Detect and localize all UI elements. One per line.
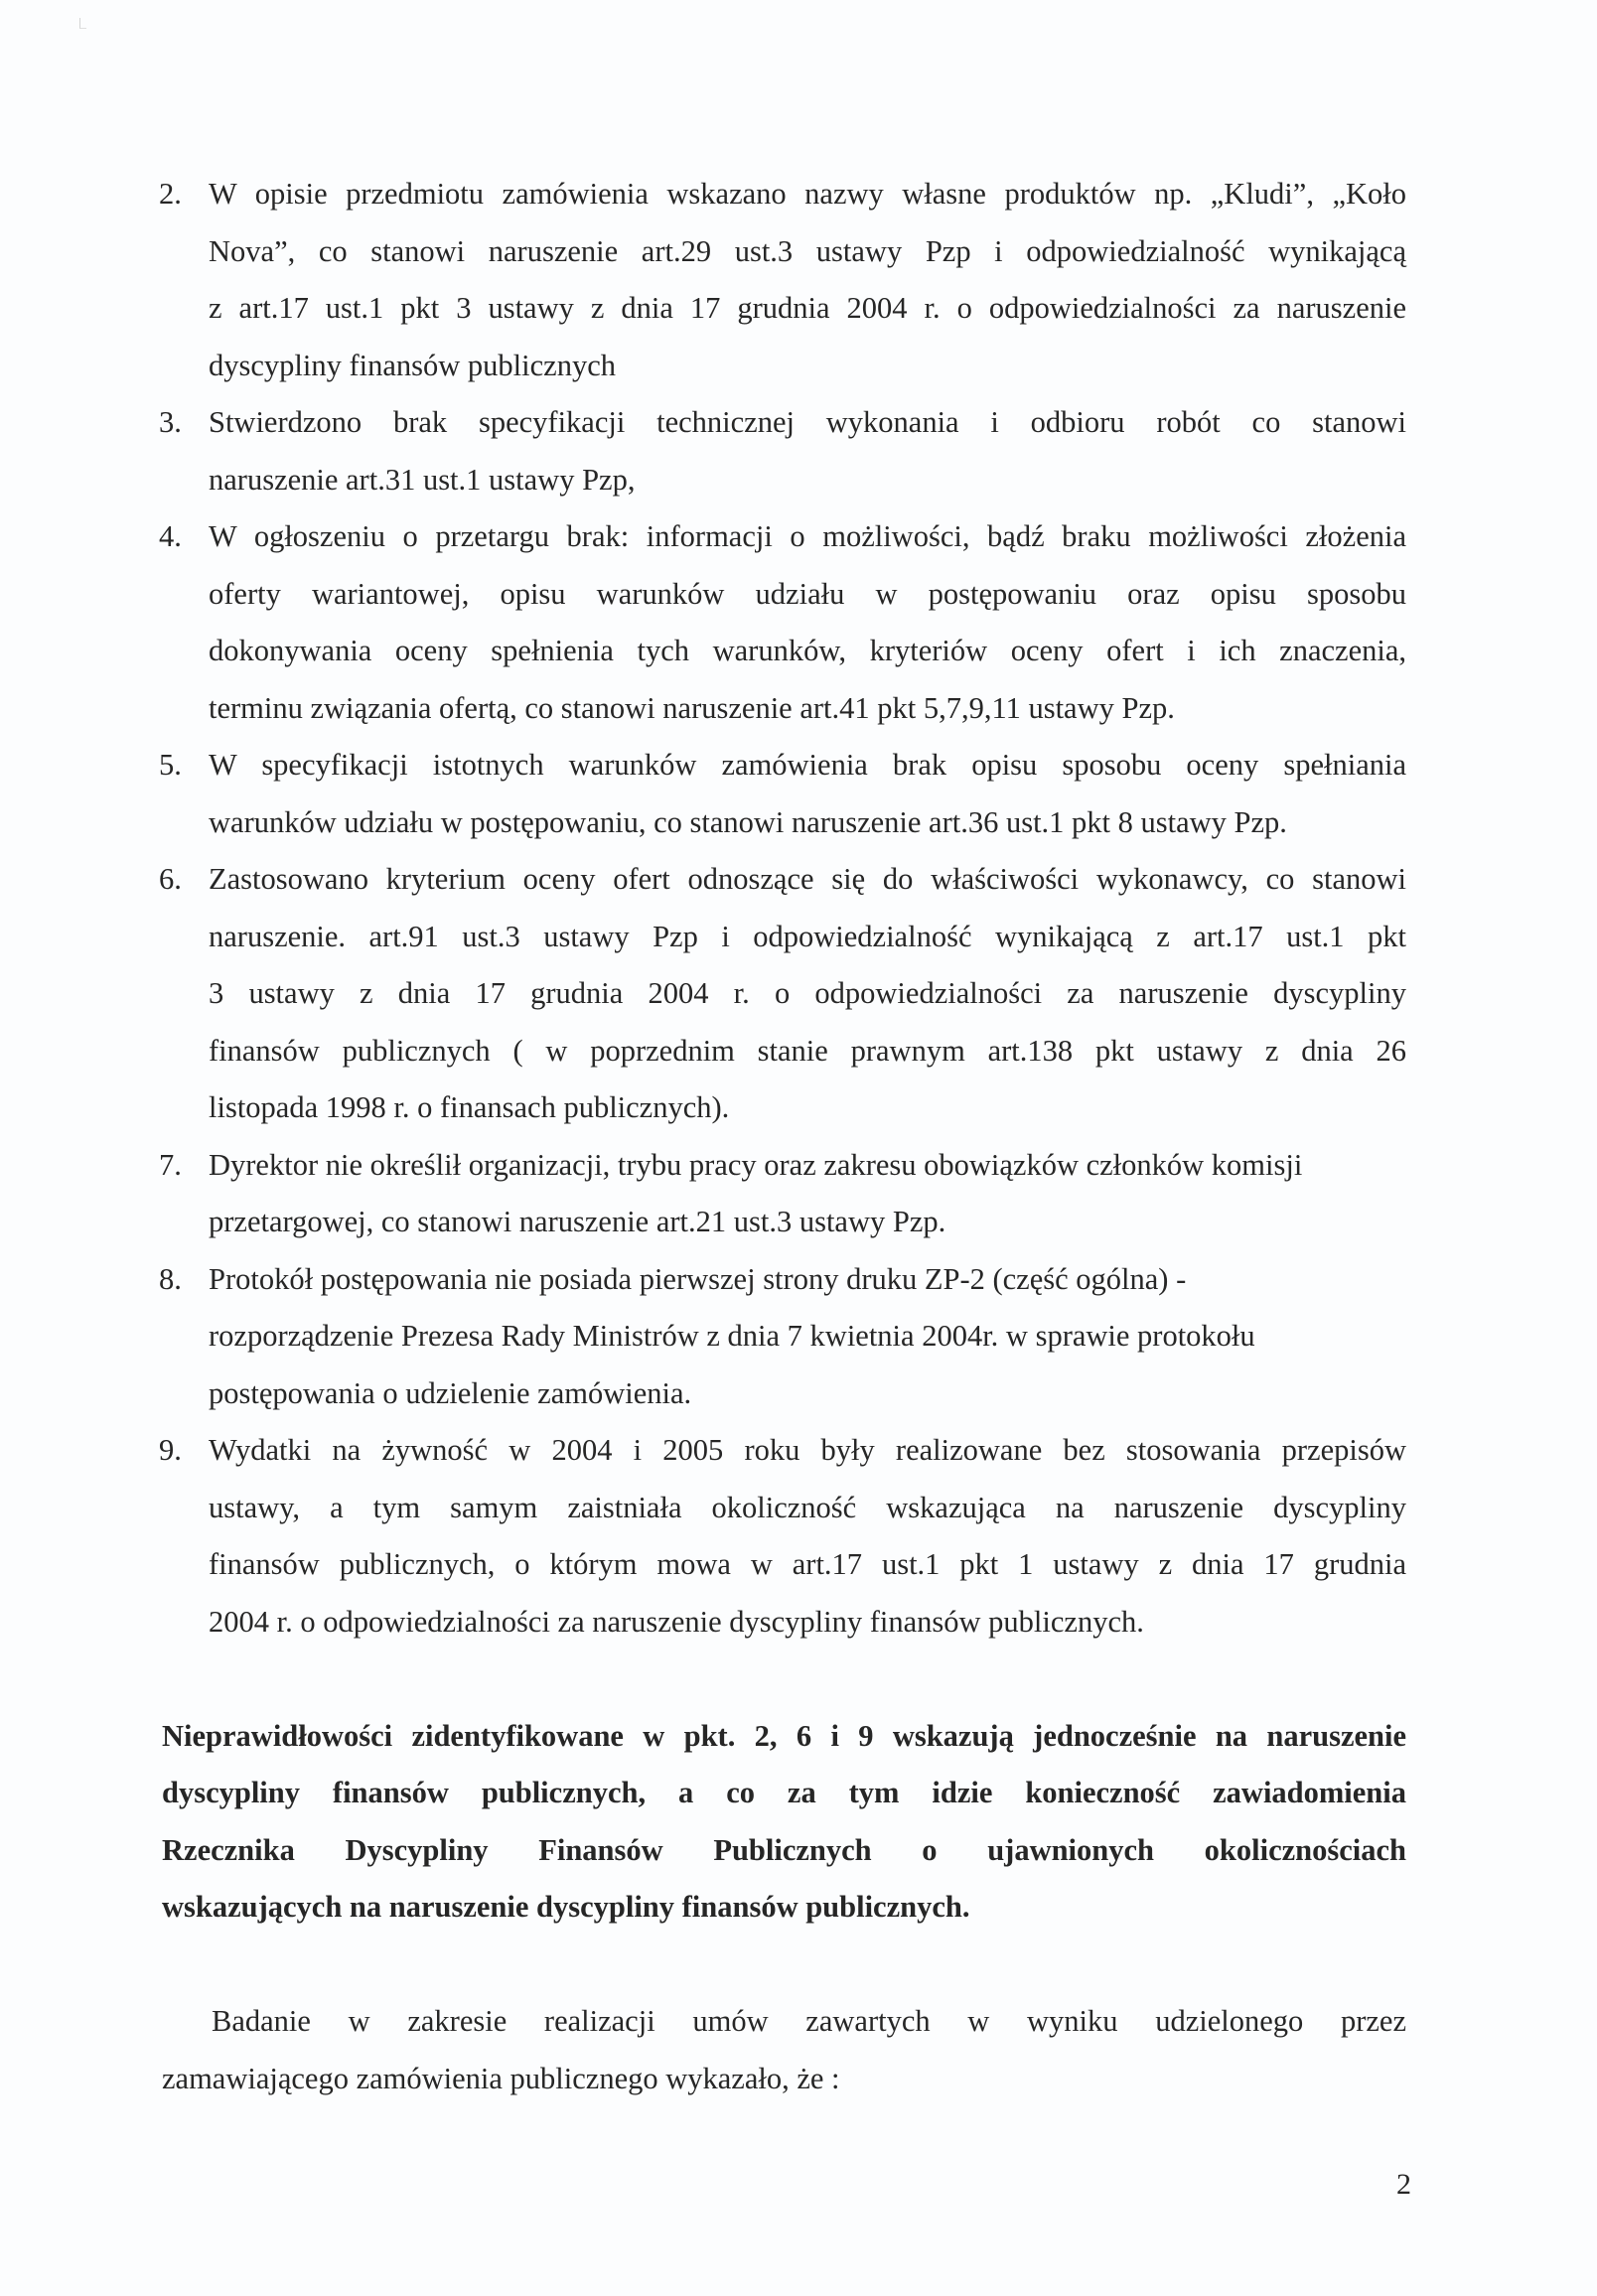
list-item-number: 6. [159, 862, 182, 896]
list-item-text-line: terminu związania ofertą, co stanowi naruszenie art.41 pkt 5,7,9,11 ustawy Pzp. [209, 691, 1175, 725]
list-item-text-line: postępowania o udzielenie zamówienia. [209, 1376, 692, 1410]
scan-artifact [79, 18, 86, 29]
list-item-text-line: Dyrektor nie określił organizacji, trybu pracy oraz zakresu obowiązków członków komisji [209, 1148, 1303, 1182]
list-item-text-line: przetargowej, co stanowi naruszenie art.21 ust.3 ustawy Pzp. [209, 1205, 946, 1238]
list-item-text-line: finansów publicznych, o którym mowa w art.17 ust.1 pkt 1 ustawy z dnia 17 grudnia [209, 1547, 1406, 1581]
list-item-number: 2. [159, 177, 182, 211]
list-item-text-line: naruszenie art.31 ust.1 ustawy Pzp, [209, 463, 636, 497]
list-item-number: 3. [159, 405, 182, 439]
list-item-text-line: Nova”, co stanowi naruszenie art.29 ust.3 ustawy Pzp i odpowiedzialność wynikającą [209, 234, 1406, 268]
closing-text-line: zamawiającego zamówienia publicznego wykazało, że : [162, 2062, 840, 2095]
list-item-text-line: rozporządzenie Prezesa Rady Ministrów z dnia 7 kwietnia 2004r. w sprawie protokołu [209, 1319, 1255, 1353]
list-item-number: 9. [159, 1433, 182, 1467]
list-item-text-line: ustawy, a tym samym zaistniała okoliczność wskazująca na naruszenie dyscypliny [209, 1491, 1406, 1524]
list-item-number: 7. [159, 1148, 182, 1182]
closing-text-line: Badanie w zakresie realizacji umów zawartych w wyniku udzielonego przez [212, 2004, 1406, 2038]
list-item-text-line: 2004 r. o odpowiedzialności za naruszenie dyscypliny finansów publicznych. [209, 1605, 1144, 1639]
list-item-text-line: W opisie przedmiotu zamówienia wskazano nazwy własne produktów np. „Kludi”, „Koło [209, 177, 1406, 211]
list-item-text-line: Zastosowano kryterium oceny ofert odnoszące się do właściwości wykonawcy, co stanowi [209, 862, 1406, 896]
list-item-number: 4. [159, 519, 182, 553]
list-item-text-line: finansów publicznych ( w poprzednim stanie prawnym art.138 pkt ustawy z dnia 26 [209, 1034, 1406, 1068]
list-item-text-line: oferty wariantowej, opisu warunków udziału w postępowaniu oraz opisu sposobu [209, 577, 1406, 611]
conclusion-text-line: Rzecznika Dyscypliny Finansów Publicznych o ujawnionych okolicznościach [162, 1833, 1406, 1867]
list-item-number: 5. [159, 748, 182, 782]
list-item-text-line: naruszenie. art.91 ust.3 ustawy Pzp i odpowiedzialność wynikającą z art.17 ust.1 pkt [209, 920, 1406, 953]
conclusion-text-line: Nieprawidłowości zidentyfikowane w pkt. 2, 6 i 9 wskazują jednocześnie na naruszenie [162, 1719, 1406, 1753]
list-item-text-line: W ogłoszeniu o przetargu brak: informacji o możliwości, bądź braku możliwości złożenia [209, 519, 1406, 553]
list-item-text-line: z art.17 ust.1 pkt 3 ustawy z dnia 17 grudnia 2004 r. o odpowiedzialności za naruszenie [209, 291, 1406, 325]
list-item-number: 8. [159, 1262, 182, 1296]
list-item-text-line: warunków udziału w postępowaniu, co stanowi naruszenie art.36 ust.1 pkt 8 ustawy Pzp. [209, 805, 1287, 839]
list-item-text-line: 3 ustawy z dnia 17 grudnia 2004 r. o odpowiedzialności za naruszenie dyscypliny [209, 976, 1406, 1010]
list-item-text-line: dyscypliny finansów publicznych [209, 349, 616, 382]
list-item-text-line: Wydatki na żywność w 2004 i 2005 roku były realizowane bez stosowania przepisów [209, 1433, 1406, 1467]
conclusion-text-line: dyscypliny finansów publicznych, a co za tym idzie konieczność zawiadomienia [162, 1776, 1406, 1809]
list-item-text-line: Stwierdzono brak specyfikacji technicznej wykonania i odbioru robót co stanowi [209, 405, 1406, 439]
conclusion-text-line: wskazujących na naruszenie dyscypliny finansów publicznych. [162, 1890, 970, 1924]
page-number: 2 [1396, 2168, 1411, 2201]
list-item-text-line: dokonywania oceny spełnienia tych warunków, kryteriów oceny ofert i ich znaczenia, [209, 634, 1406, 667]
list-item-text-line: W specyfikacji istotnych warunków zamówienia brak opisu sposobu oceny spełniania [209, 748, 1406, 782]
list-item-text-line: listopada 1998 r. o finansach publicznych). [209, 1090, 730, 1124]
list-item-text-line: Protokół postępowania nie posiada pierwszej strony druku ZP-2 (część ogólna) - [209, 1262, 1187, 1296]
